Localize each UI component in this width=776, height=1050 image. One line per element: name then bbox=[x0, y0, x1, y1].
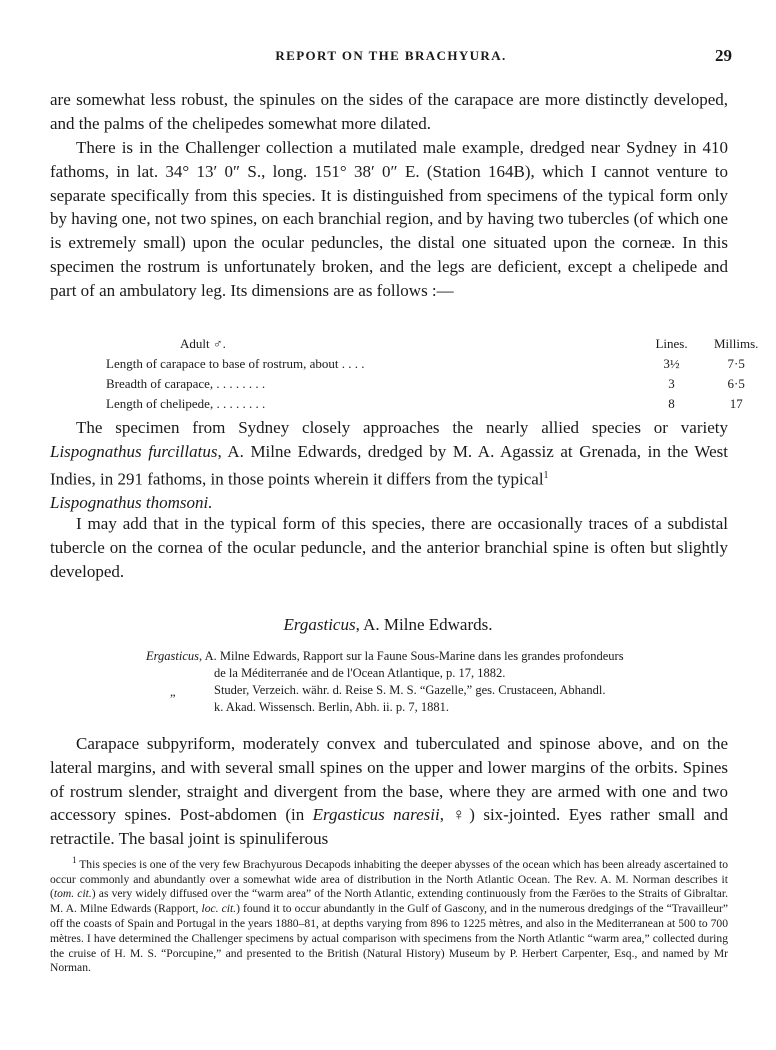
dimensions-table-header bbox=[106, 334, 776, 354]
species-name: Lispognathus thomsoni. bbox=[50, 493, 213, 513]
synonym-reference: , A. Milne Edwards, Rapport sur la Faune Sous-Marine dans les grandes profondeurs bbox=[199, 649, 624, 663]
column-header-millims: Millims. bbox=[713, 336, 759, 351]
row-millims: 17 bbox=[729, 396, 743, 411]
text-run: Carapace subpyriform, moderately convex and tuberculated and spinose above, and on the lateral margins, and with several small spines on the upper and lower margins of the orbits. Spines of rostrum slender, straight and divergent from the base, where they are armed with one and two accessory spines. Post-abdomen (in bbox=[50, 734, 728, 825]
synonym-name: Ergasticus bbox=[146, 649, 200, 663]
text-run: This species is one of the very few Brachyurous Decapods inhabiting the deeper abysses of the ocean which has been already ascertained to occur commonly and abundantly over a somewhat wide area of distribution in the North Atlantic Ocean. The Rev. A. M. Norman describes it ( bbox=[50, 857, 728, 901]
table-row bbox=[106, 354, 776, 374]
row-lines: 3½ bbox=[663, 356, 680, 371]
dimensions-table bbox=[106, 334, 776, 414]
row-label: Length of chelipede, . . . . . . . . bbox=[106, 396, 266, 411]
genus-heading bbox=[0, 615, 776, 635]
column-header-lines: Lines. bbox=[655, 336, 688, 351]
synonymy-entry-2-cont: k. Akad. Wissensch. Berlin, Abh. ii. p. 7, 1881. bbox=[214, 700, 450, 714]
synonymy-entry-1-cont: de la Méditerranée and de l'Ocean Atlantique, p. 17, 1882. bbox=[214, 666, 506, 680]
row-millims: 6·5 bbox=[727, 376, 745, 391]
ditto-mark: „ bbox=[170, 685, 176, 699]
species-name: Ergasticus naresii bbox=[312, 805, 440, 825]
synonymy-entry-2: Studer, Verzeich. währ. d. Reise S. M. S. “Gazelle,” ges. Crustaceen, Abhandl. bbox=[214, 683, 606, 697]
row-lines: 8 bbox=[668, 396, 675, 411]
citation-abbrev: tom. cit. bbox=[53, 887, 92, 901]
row-label: Breadth of carapace, . . . . . . . . bbox=[106, 376, 266, 391]
text-run: , ♀) six-jointed. Eyes rather small and retractile. The basal joint is spinuliferous bbox=[50, 805, 728, 849]
footnote-ref: 1 bbox=[543, 469, 549, 481]
row-lines: 3 bbox=[668, 376, 675, 391]
text-run: ) found it to occur abundantly in the Gulf of Gascony, and in the numerous dredgings of the “Travailleur” off the coasts of Spain and Portugal in the years 1880–81, at depths varying from 896 to 1225 mètres, and also in the Mediterranean at 500 to 700 mètres. I have determined the Challenger specimens by actual comparison with specimens from the North Atlantic “warm area,” collected during the cruise of H. M. S. “Porcupine,” and presented to the British (Natural History) Museum by P. Herbert Carpenter, Esq., and named by Mr Norman. bbox=[50, 902, 728, 975]
citation-abbrev: loc. cit. bbox=[201, 902, 237, 916]
running-head: REPORT ON THE BRACHYURA. bbox=[275, 48, 507, 63]
text-run: , A. Milne Edwards, dredged by M. A. Agassiz at Grenada, in the West Indies, in 291 fathoms, in those points wherein it differs from the typical bbox=[50, 441, 728, 489]
paragraph-typical-form: I may add that in the typical form of this species, there are occasionally traces of a subdistal tubercle on the cornea of the ocular peduncle, and the anterior branchial spine is often but slightly developed. bbox=[50, 514, 728, 581]
text-run: ) as very widely diffused over the “warm area” of the North Atlantic, extending continuously from the Færöes to the Straits of Gibraltar. M. A. Milne Edwards (Rapport, bbox=[50, 887, 728, 916]
table-row bbox=[106, 374, 776, 394]
paragraph-sydney-specimen: There is in the Challenger collection a mutilated male example, dredged near Sydney in 410 fathoms, in lat. 34° 13′ 0″ S., long. 151° 38′ 0″ E. (Station 164B), which I cannot venture to separate specifically from this species. It is distinguished from specimens of the typical form only by having one, not two spines, on each branchial region, and by having two tubercles (of which one is extremely small) upon the ocular peduncles, the distal one situated upon the corneæ. In this specimen the rostrum is unfortunately broken, and the legs are deficient, except a chelipede and part of an ambulatory leg. Its dimensions are as follows :— bbox=[50, 138, 728, 300]
table-row bbox=[106, 394, 776, 414]
text-run: The specimen from Sydney closely approaches the nearly allied species or variety bbox=[76, 418, 728, 437]
footnote bbox=[50, 853, 728, 976]
synonymy-entry-1 bbox=[146, 648, 736, 665]
page-header bbox=[50, 46, 732, 68]
paragraph-comparison bbox=[50, 416, 728, 515]
genus-name: Ergasticus bbox=[283, 615, 356, 634]
row-label: Length of carapace to base of rostrum, about . . . . bbox=[106, 356, 365, 371]
dimensions-caption: Adult ♂. bbox=[180, 336, 226, 351]
genus-authority: , A. Milne Edwards. bbox=[355, 615, 493, 634]
genus-description bbox=[50, 732, 728, 851]
paragraph-continuation: are somewhat less robust, the spinules on the sides of the carapace are more distinctly developed, and the palms of the chelipedes somewhat more dilated. bbox=[50, 90, 728, 133]
species-name: Lispognathus furcillatus bbox=[50, 441, 218, 461]
footnote-mark: 1 bbox=[72, 855, 77, 865]
page-number: 29 bbox=[715, 46, 732, 65]
row-millims: 7·5 bbox=[727, 356, 745, 371]
